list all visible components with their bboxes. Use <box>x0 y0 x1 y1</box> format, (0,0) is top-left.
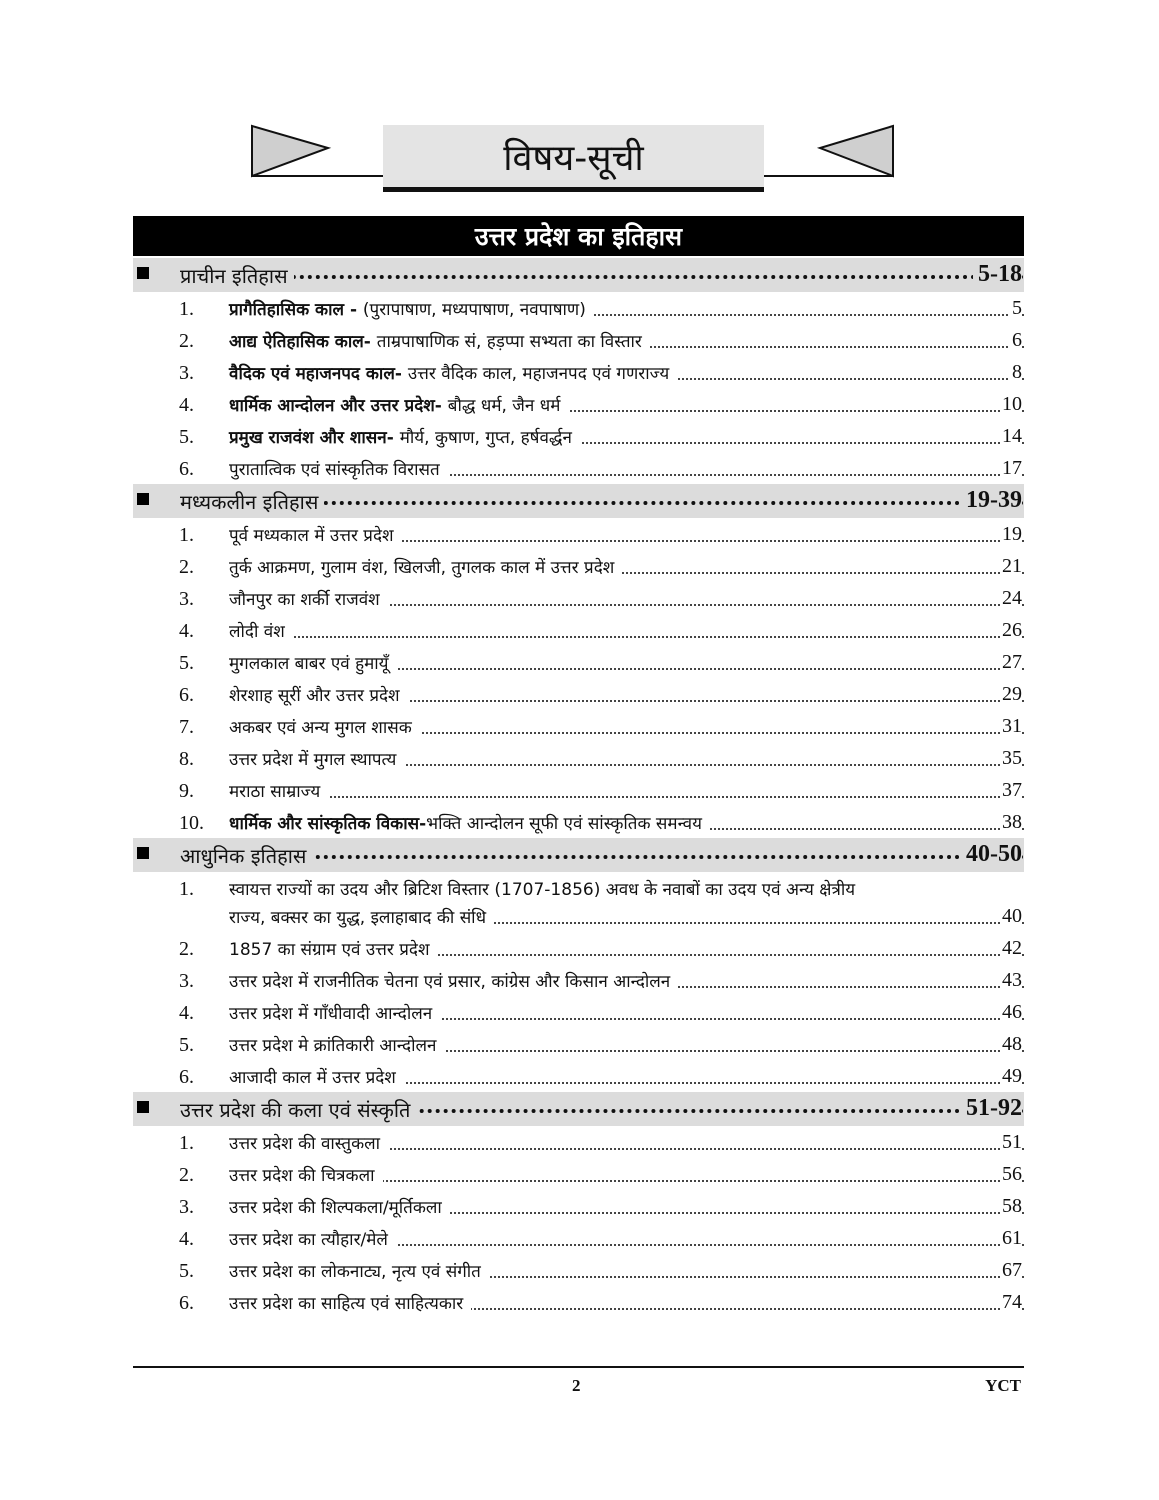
section-heading[interactable] <box>133 484 1024 518</box>
entry-title: अकबर एवं अन्य मुगल शासक <box>229 715 420 738</box>
entry-title: उत्तर प्रदेश में राजनीतिक चेतना एवं प्रसार, कांग्रेस और किसान आन्दोलन <box>229 969 678 992</box>
toc-entry[interactable] <box>133 932 1024 964</box>
entry-number: 3. <box>179 970 194 992</box>
entry-number: 3. <box>179 1196 194 1218</box>
toc-entry[interactable] <box>133 292 1024 324</box>
section-heading[interactable] <box>133 838 1024 872</box>
entry-page: 51 <box>1002 1131 1022 1153</box>
left-ribbon-decoration <box>250 118 390 188</box>
dot-leader <box>180 275 1024 279</box>
entry-text: बौद्ध धर्म, जैन धर्म <box>447 396 561 416</box>
toc-entry[interactable] <box>133 388 1024 420</box>
toc-entry[interactable] <box>133 324 1024 356</box>
toc-entry[interactable] <box>133 774 1024 806</box>
entry-text: (पुरापाषाण, मध्यपाषाण, नवपाषाण) <box>362 300 586 320</box>
toc-entry[interactable] <box>133 1190 1024 1222</box>
entry-page: 21 <box>1002 555 1022 577</box>
entry-text: उत्तर वैदिक काल, महाजनपद एवं गणराज्य <box>407 364 670 384</box>
entry-page: 58 <box>1002 1195 1022 1217</box>
entry-title: लोदी वंश <box>229 619 293 642</box>
toc-entry[interactable] <box>133 356 1024 388</box>
entry-page: 48 <box>1002 1033 1022 1055</box>
toc-entry[interactable] <box>133 452 1024 484</box>
entry-number: 1. <box>179 298 194 320</box>
toc-entry[interactable] <box>133 806 1024 838</box>
entry-title: उत्तर प्रदेश की शिल्पकला/मूर्तिकला <box>229 1195 450 1218</box>
page-title: विषय-सूची <box>503 137 644 179</box>
entry-number: 4. <box>179 1228 194 1250</box>
entry-title <box>229 811 710 834</box>
entry-number: 10. <box>179 812 204 834</box>
entry-title: शेरशाह सूरीं और उत्तर प्रदेश <box>229 683 408 706</box>
entry-title-line1: स्वायत्त राज्यों का उदय और ब्रिटिश विस्तार (1707-1856) अवध के नवाबों का उदय एवं अन्य क्षेत्रीय <box>229 880 856 900</box>
entry-page: 42 <box>1002 937 1022 959</box>
footer-brand: YCT <box>985 1376 1021 1395</box>
entry-number: 5. <box>179 652 194 674</box>
entry-number: 9. <box>179 780 194 802</box>
entry-title: 1857 का संग्राम एवं उत्तर प्रदेश <box>229 937 438 960</box>
footer-divider <box>133 1366 1024 1368</box>
square-bullet-icon <box>137 1101 149 1113</box>
entry-page: 43 <box>1002 969 1022 991</box>
entry-number: 1. <box>179 878 194 900</box>
entry-text: मौर्य, कुषाण, गुप्त, हर्षवर्द्धन <box>399 428 572 448</box>
entry-title: जौनपुर का शर्की राजवंश <box>229 587 388 610</box>
entry-text: ताम्रपाषाणिक सं, हड़प्पा सभ्यता का विस्तार <box>376 332 642 352</box>
entry-bold-title: प्रमुख राजवंश और शासन- <box>229 428 400 448</box>
entry-number: 3. <box>179 362 194 384</box>
toc-entry[interactable] <box>133 582 1024 614</box>
square-bullet-icon <box>137 267 149 279</box>
entry-title: उत्तर प्रदेश में गाँधीवादी आन्दोलन <box>229 1001 440 1024</box>
entry-number: 4. <box>179 1002 194 1024</box>
entry-title: राज्य, बक्सर का युद्ध, इलाहाबाद की संधि <box>229 905 494 928</box>
toc-entry[interactable] <box>133 964 1024 996</box>
entry-title <box>229 297 594 320</box>
entry-number: 1. <box>179 1132 194 1154</box>
entry-number: 5. <box>179 1260 194 1282</box>
entry-page: 40 <box>1002 905 1022 927</box>
square-bullet-icon <box>137 847 149 859</box>
entry-title <box>229 361 677 384</box>
entry-title: उत्तर प्रदेश मे क्रांतिकारी आन्दोलन <box>229 1033 444 1056</box>
entry-page: 61 <box>1002 1227 1022 1249</box>
entry-number: 6. <box>179 458 194 480</box>
toc-entry[interactable] <box>133 872 1024 932</box>
section-title: आधुनिक इतिहास <box>180 842 312 869</box>
toc-entry[interactable] <box>133 550 1024 582</box>
entry-page: 49 <box>1002 1065 1022 1087</box>
section-heading[interactable] <box>133 1092 1024 1126</box>
right-ribbon-decoration <box>760 118 895 188</box>
entry-title <box>229 329 650 352</box>
entry-page: 46 <box>1002 1001 1022 1023</box>
section-title: उत्तर प्रदेश की कला एवं संस्कृति <box>180 1096 416 1123</box>
entry-number: 8. <box>179 748 194 770</box>
entry-number: 2. <box>179 938 194 960</box>
entry-page: 26 <box>1002 619 1022 641</box>
section-pages: 19-39 <box>961 487 1022 514</box>
toc-entry[interactable] <box>133 420 1024 452</box>
entry-title: उत्तर प्रदेश की चित्रकला <box>229 1163 383 1186</box>
entry-title: उत्तर प्रदेश की वास्तुकला <box>229 1131 388 1154</box>
entry-title <box>229 425 580 448</box>
entry-page: 35 <box>1002 747 1022 769</box>
square-bullet-icon <box>137 493 149 505</box>
toc-entry[interactable] <box>133 518 1024 550</box>
toc-entry[interactable] <box>133 1158 1024 1190</box>
toc-entry[interactable] <box>133 742 1024 774</box>
toc-entry[interactable] <box>133 1126 1024 1158</box>
entry-number: 6. <box>179 1066 194 1088</box>
toc-entry[interactable] <box>133 678 1024 710</box>
entry-bold-title: धार्मिक और सांस्कृतिक विकास- <box>229 814 427 834</box>
entry-page: 8 <box>1012 361 1022 383</box>
entry-page: 37 <box>1002 779 1022 801</box>
entry-title: उत्तर प्रदेश का त्यौहार/मेले <box>229 1227 396 1250</box>
dot-leader <box>229 796 1024 798</box>
toc-entry[interactable] <box>133 1254 1024 1286</box>
entry-title <box>229 457 448 480</box>
entry-page: 6 <box>1012 329 1022 351</box>
entry-title: तुर्क आक्रमण, गुलाम वंश, खिलजी, तुगलक काल में उत्तर प्रदेश <box>229 555 622 578</box>
entry-title: मराठा साम्राज्य <box>229 779 328 802</box>
entry-page: 27 <box>1002 651 1022 673</box>
entry-number: 4. <box>179 394 194 416</box>
entry-text: पुरातात्विक एवं सांस्कृतिक विरासत <box>229 460 440 480</box>
entry-number: 2. <box>179 1164 194 1186</box>
entry-title: उत्तर प्रदेश में मुगल स्थापत्य <box>229 747 404 770</box>
toc-entry[interactable] <box>133 614 1024 646</box>
entry-title: मुगलकाल बाबर एवं हुमायूँ <box>229 651 397 674</box>
section-title: प्राचीन इतिहास <box>180 262 294 289</box>
toc-entry[interactable] <box>133 996 1024 1028</box>
title-banner <box>250 118 895 196</box>
entry-bold-title: धार्मिक आन्दोलन और उत्तर प्रदेश- <box>229 396 448 416</box>
entry-page: 14 <box>1002 425 1022 447</box>
entry-page: 74 <box>1002 1291 1022 1313</box>
dot-leader <box>229 636 1024 638</box>
entry-number: 6. <box>179 1292 194 1314</box>
entry-title: पूर्व मध्यकाल में उत्तर प्रदेश <box>229 523 402 546</box>
entry-number: 2. <box>179 556 194 578</box>
table-of-contents <box>133 258 1024 1318</box>
footer-page-number: 2 <box>572 1376 581 1395</box>
entry-number: 7. <box>179 716 194 738</box>
title-box <box>383 125 764 192</box>
entry-page: 24 <box>1002 587 1022 609</box>
section-pages: 5-18 <box>973 261 1022 288</box>
entry-title: उत्तर प्रदेश का साहित्य एवं साहित्यकार <box>229 1291 471 1314</box>
entry-page: 67 <box>1002 1259 1022 1281</box>
toc-entry[interactable] <box>133 710 1024 742</box>
entry-page: 31 <box>1002 715 1022 737</box>
entry-page: 17 <box>1002 457 1022 479</box>
entry-bold-title: वैदिक एवं महाजनपद काल- <box>229 364 408 384</box>
toc-entry[interactable] <box>133 1060 1024 1092</box>
entry-page: 10 <box>1002 393 1022 415</box>
toc-entry[interactable] <box>133 1028 1024 1060</box>
entry-number: 3. <box>179 588 194 610</box>
entry-page: 56 <box>1002 1163 1022 1185</box>
entry-text: भक्ति आन्दोलन सूफी एवं सांस्कृतिक समन्वय <box>426 814 702 834</box>
toc-entry[interactable] <box>133 1222 1024 1254</box>
section-pages: 51-92 <box>961 1095 1022 1122</box>
entry-bold-title: प्रागैतिहासिक काल - <box>229 300 363 320</box>
entry-title: उत्तर प्रदेश का लोकनाट्य, नृत्य एवं संगीत <box>229 1259 489 1282</box>
section-heading[interactable] <box>133 258 1024 292</box>
entry-page: 29 <box>1002 683 1022 705</box>
entry-number: 5. <box>179 1034 194 1056</box>
entry-number: 2. <box>179 330 194 352</box>
entry-number: 4. <box>179 620 194 642</box>
section-pages: 40-50 <box>961 841 1022 868</box>
entry-title <box>229 393 568 416</box>
entry-page: 5 <box>1012 297 1022 319</box>
toc-entry[interactable] <box>133 1286 1024 1318</box>
entry-bold-title: आद्य ऐतिहासिक काल- <box>229 332 377 352</box>
entry-page: 19 <box>1002 523 1022 545</box>
entry-number: 1. <box>179 524 194 546</box>
entry-title: आजादी काल में उत्तर प्रदेश <box>229 1065 404 1088</box>
section-title: मध्यकलीन इतिहास <box>180 488 324 515</box>
entry-number: 5. <box>179 426 194 448</box>
entry-page: 38 <box>1002 811 1022 833</box>
main-heading: उत्तर प्रदेश का इतिहास <box>133 216 1024 256</box>
entry-number: 6. <box>179 684 194 706</box>
toc-entry[interactable] <box>133 646 1024 678</box>
